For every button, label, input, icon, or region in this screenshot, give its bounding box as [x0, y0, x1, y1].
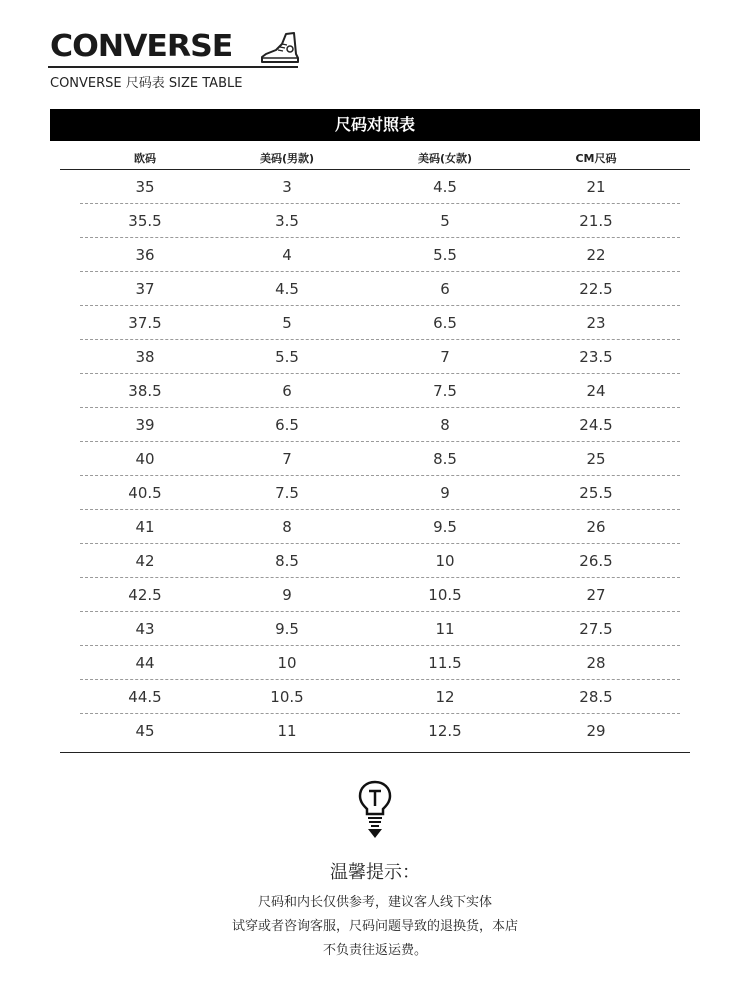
brand-header: [48, 30, 300, 66]
cell-us-men: 3: [282, 178, 292, 196]
cell-cm: 25: [586, 450, 606, 468]
cell-cm: 25.5: [579, 484, 613, 502]
cell-us-men: 10.5: [270, 688, 304, 706]
header-cm: CM尺码: [575, 152, 617, 165]
cell-us-women: 9: [440, 484, 450, 502]
cell-eu: 36: [135, 246, 155, 264]
cell-us-men: 7: [282, 450, 292, 468]
cell-us-women: 12: [435, 688, 455, 706]
cell-eu: 43: [135, 620, 155, 638]
cell-us-women: 10.5: [428, 586, 462, 604]
cell-us-women: 8: [440, 416, 450, 434]
cell-eu: 42: [135, 552, 155, 570]
cell-cm: 28.5: [579, 688, 613, 706]
sneaker-icon: [260, 32, 300, 64]
cell-cm: 26: [586, 518, 606, 536]
tip-line-2: 试穿或者咨询客服，尺码问题导致的退换货，本店: [231, 919, 518, 934]
cell-us-women: 11: [435, 620, 455, 638]
cell-eu: 40: [135, 450, 155, 468]
table-row: [0, 442, 750, 476]
cell-eu: 42.5: [128, 586, 162, 604]
cell-us-women: 12.5: [428, 722, 462, 740]
cell-cm: 28: [586, 654, 606, 672]
brand-underline: [48, 66, 298, 68]
table-row: [0, 714, 750, 748]
cell-us-women: 7: [440, 348, 450, 366]
cell-us-men: 9: [282, 586, 292, 604]
cell-us-men: 6: [282, 382, 292, 400]
cell-eu: 39: [135, 416, 155, 434]
tip-line-3: 不负责往返运费。: [322, 943, 427, 958]
table-row: [0, 578, 750, 612]
cell-us-men: 8.5: [275, 552, 299, 570]
cell-us-men: 6.5: [275, 416, 299, 434]
cell-us-men: 10: [277, 654, 297, 672]
table-title: 尺码对照表: [50, 109, 700, 141]
header-us-women: 美码(女款): [417, 152, 473, 165]
cell-eu: 40.5: [128, 484, 162, 502]
cell-eu: 37.5: [128, 314, 162, 332]
cell-us-women: 5.5: [433, 246, 457, 264]
cell-us-women: 10: [435, 552, 455, 570]
tip-line-1: 尺码和内长仅供参考，建议客人线下实体: [257, 895, 492, 910]
table-row: [0, 510, 750, 544]
cell-cm: 23.5: [579, 348, 613, 366]
cell-eu: 45: [135, 722, 155, 740]
cell-us-women: 8.5: [433, 450, 457, 468]
cell-cm: 24: [586, 382, 606, 400]
cell-cm: 27: [586, 586, 606, 604]
table-row: [0, 680, 750, 714]
tip-title: 温馨提示：: [330, 862, 420, 883]
table-row: [0, 374, 750, 408]
table-row: [0, 408, 750, 442]
table-row: [0, 646, 750, 680]
cell-us-women: 11.5: [428, 654, 462, 672]
cell-eu: 41: [135, 518, 155, 536]
cell-us-men: 5: [282, 314, 292, 332]
cell-eu: 37: [135, 280, 155, 298]
cell-cm: 22.5: [579, 280, 613, 298]
page-subtitle: CONVERSE 尺码表 SIZE TABLE: [50, 76, 243, 91]
cell-cm: 26.5: [579, 552, 613, 570]
cell-cm: 29: [586, 722, 606, 740]
cell-us-men: 9.5: [275, 620, 299, 638]
cell-us-men: 5.5: [275, 348, 299, 366]
table-row: [0, 476, 750, 510]
cell-us-women: 4.5: [433, 178, 457, 196]
converse-logo: CONVERSE: [50, 29, 233, 64]
table-header: [50, 146, 700, 170]
cell-cm: 21: [586, 178, 606, 196]
cell-us-women: 6.5: [433, 314, 457, 332]
cell-eu: 35.5: [128, 212, 162, 230]
lightbulb-icon: [357, 780, 393, 840]
table-row: [0, 272, 750, 306]
cell-eu: 44.5: [128, 688, 162, 706]
table-row: [0, 238, 750, 272]
cell-cm: 22: [586, 246, 606, 264]
cell-eu: 38: [135, 348, 155, 366]
cell-us-men: 8: [282, 518, 292, 536]
header-eu: 欧码: [134, 152, 156, 165]
cell-cm: 23: [586, 314, 606, 332]
cell-cm: 21.5: [579, 212, 613, 230]
cell-us-men: 4: [282, 246, 292, 264]
cell-eu: 38.5: [128, 382, 162, 400]
table-row: [0, 612, 750, 646]
cell-us-women: 6: [440, 280, 450, 298]
table-row: [0, 340, 750, 374]
cell-cm: 24.5: [579, 416, 613, 434]
cell-us-women: 5: [440, 212, 450, 230]
cell-us-women: 9.5: [433, 518, 457, 536]
table-row: [0, 306, 750, 340]
table-row: [0, 170, 750, 204]
cell-us-men: 7.5: [275, 484, 299, 502]
cell-cm: 27.5: [579, 620, 613, 638]
cell-eu: 35: [135, 178, 155, 196]
table-row: [0, 204, 750, 238]
cell-us-women: 7.5: [433, 382, 457, 400]
table-row: [0, 544, 750, 578]
cell-eu: 44: [135, 654, 155, 672]
cell-us-men: 11: [277, 722, 297, 740]
cell-us-men: 4.5: [275, 280, 299, 298]
cell-us-men: 3.5: [275, 212, 299, 230]
header-us-men: 美码(男款): [259, 152, 315, 165]
table-bottom-divider: [60, 752, 690, 753]
